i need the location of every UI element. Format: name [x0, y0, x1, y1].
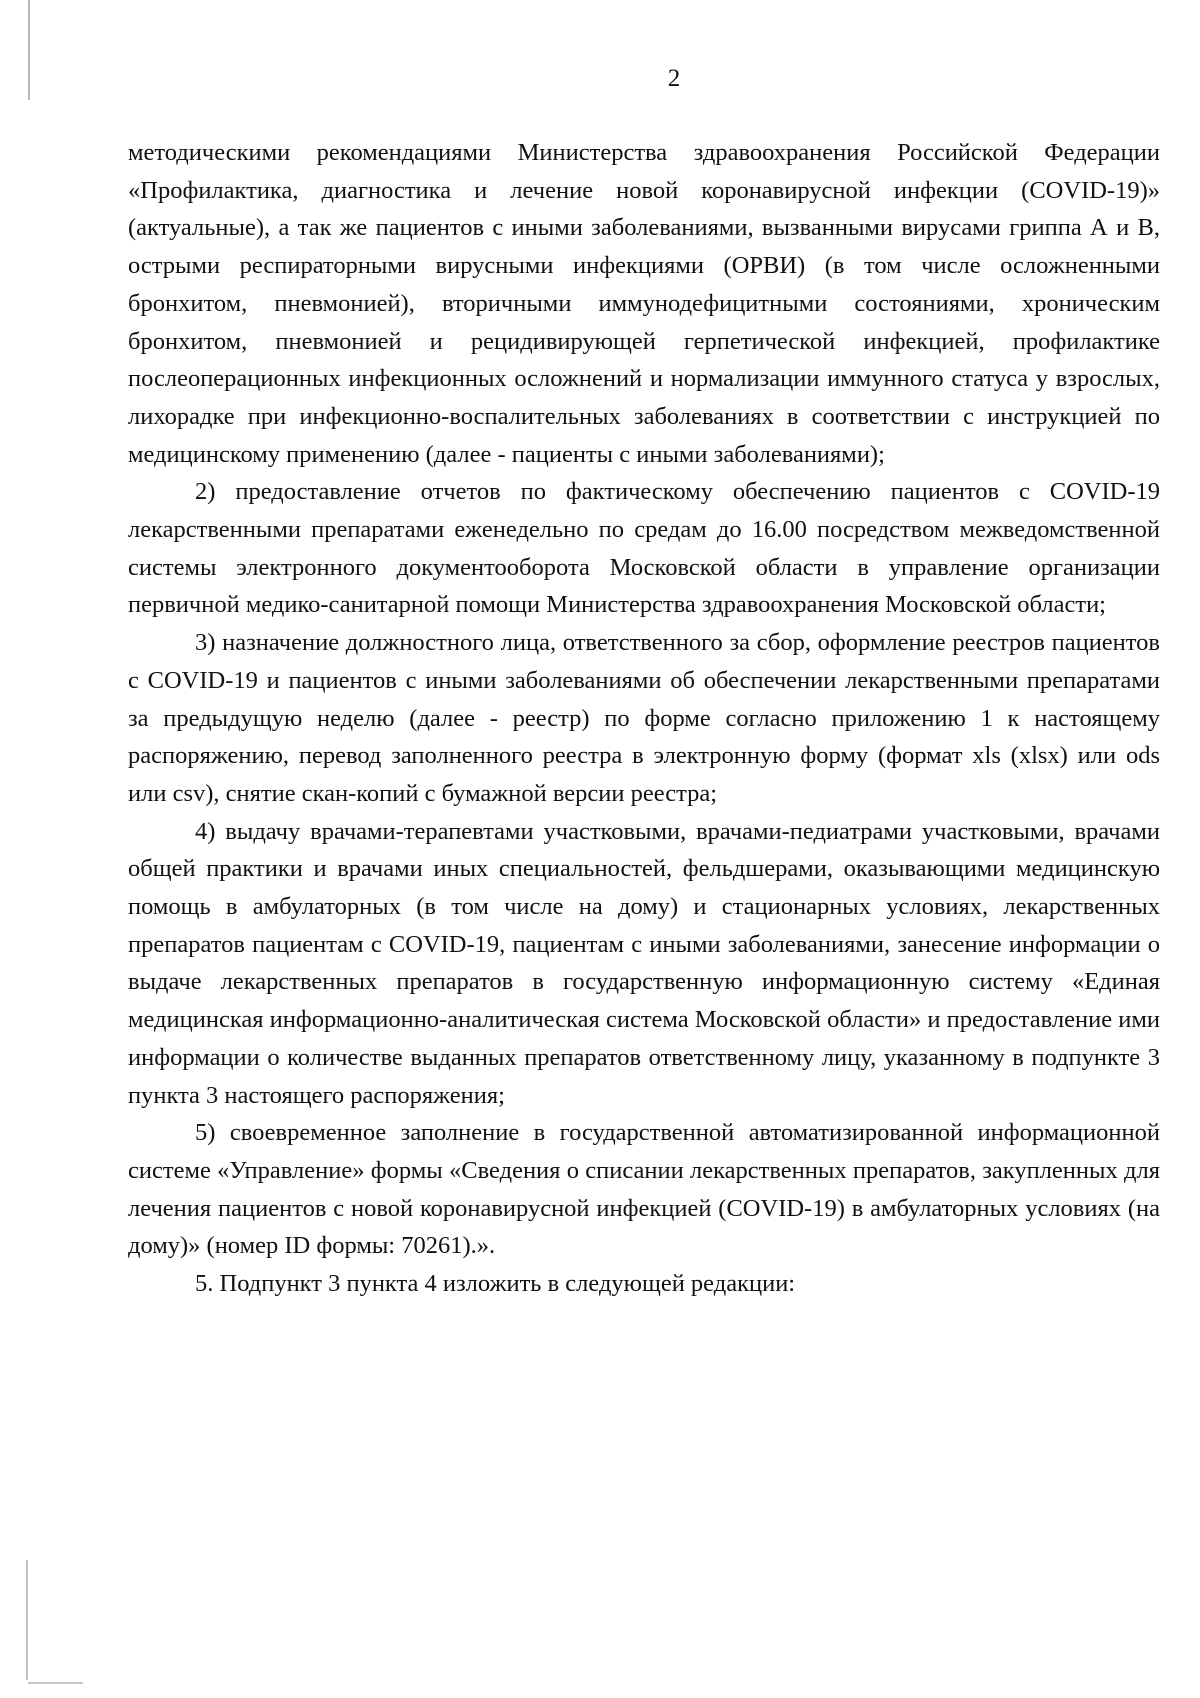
- paragraph-item-2: 2) предоставление отчетов по фактическому обеспечению пациентов с COVID-19 лекарственными препаратами еженедельно по средам до 16.00 посредством межведомственной системы электронного документооборота Московской области в управление организации первичной медико-санитарной помощи Министерства здравоохранения Московской области;: [128, 478, 1160, 619]
- paragraph-continuation: методическими рекомендациями Министерства здравоохранения Российской Федерации «Профилактика, диагностика и лечение новой коронавирусной инфекции (COVID-19)» (актуальные), а так же пациентов с иными заболеваниями, вызванными вирусами гриппа А и В, острыми респираторными вирусными инфекциями (ОРВИ) (в том числе осложненными бронхитом, пневмонией), вторичными иммунодефицитными состояниями, хроническим бронхитом, пневмонией и рецидивирующей герпетической инфекцией, профилактике послеоперационных инфекционных осложнений и нормализации иммунного статуса у взрослых, лихорадке при инфекционно-воспалительных заболеваниях в соответствии с инструкцией по медицинскому применению (далее - пациенты с иными заболеваниями);: [128, 139, 1160, 468]
- scan-edge-line-bottom: [26, 1560, 28, 1680]
- scan-edge-line-foot: [28, 1682, 83, 1684]
- page-number: 2: [667, 65, 681, 92]
- paragraph-item-3: 3) назначение должностного лица, ответственного за сбор, оформление реестров пациентов с COVID-19 и пациентов с иными заболеваниями об обеспечении лекарственными препаратами за предыдущую неделю (далее - реестр) по форме согласно приложению 1 к настоящему распоряжению, перевод заполненного реестра в электронную форму (формат xls (xlsx) или ods или csv), снятие скан-копий с бумажной версии реестра;: [128, 629, 1160, 807]
- paragraph-item-4: 4) выдачу врачами-терапевтами участковыми, врачами-педиатрами участковыми, врачами общей практики и врачами иных специальностей, фельдшерами, оказывающими медицинскую помощь в амбулаторных (в том числе на дому) и стационарных условиях, лекарственных препаратов пациентам с COVID-19, пациентам с иными заболеваниями, занесение информации о выдаче лекарственных препаратов в государственную информационную систему «Единая медицинская информационно-аналитическая система Московской области» и предоставление ими информации о количестве выданных препаратов ответственному лицу, указанному в подпункте 3 пункта 3 настоящего распоряжения;: [128, 817, 1160, 1109]
- document-page: [128, 64, 1160, 1303]
- paragraph-section-5: 5. Подпункт 3 пункта 4 изложить в следующей редакции:: [195, 1270, 796, 1298]
- scan-edge-line-top: [28, 0, 30, 100]
- paragraph-item-5: 5) своевременное заполнение в государственной автоматизированной информационной системе «Управление» формы «Сведения о списании лекарственных препаратов, закупленных для лечения пациентов с новой коронавирусной инфекцией (COVID-19) в амбулаторных условиях (на дому)» (номер ID формы: 70261).».: [128, 1119, 1160, 1260]
